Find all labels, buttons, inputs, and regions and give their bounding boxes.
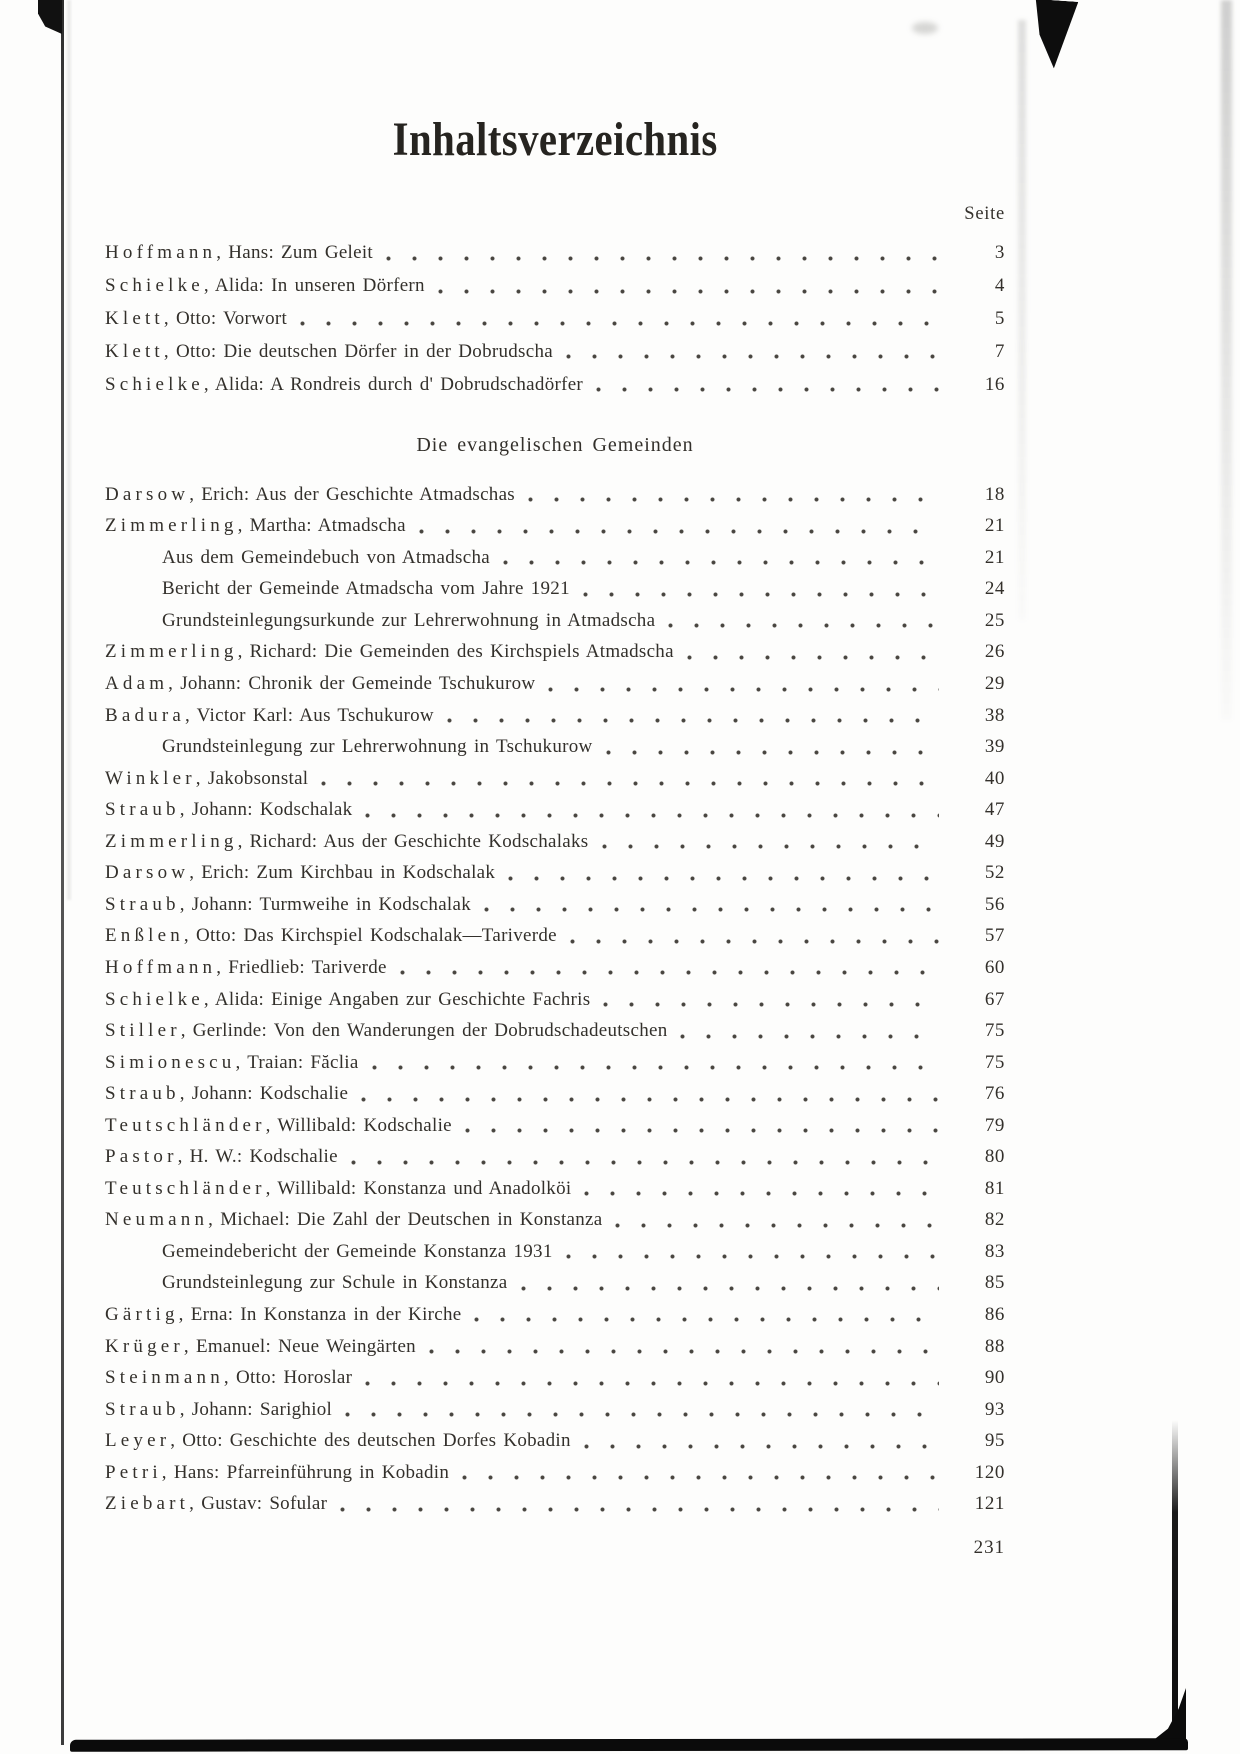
- entry-author: Simionescu: [105, 1051, 236, 1073]
- title-wrap: [105, 112, 1005, 167]
- entry-page-number: 120: [974, 1461, 1005, 1483]
- scan-artifact-bottom-edge-bar: [70, 1738, 1188, 1752]
- entry-page-number: 5: [994, 307, 1005, 329]
- toc-entry-row: [105, 1425, 1005, 1457]
- entry-title: , Otto: Geschichte des deutschen Dorfes Kobadin: [170, 1430, 571, 1452]
- entry-page-number: 39: [984, 736, 1005, 758]
- toc-entry-row: [105, 303, 1005, 336]
- entry-title: , Willibald: Konstanza und Anadolköi: [265, 1177, 572, 1199]
- entry-page-number: 121: [974, 1493, 1005, 1515]
- entry-text: [105, 341, 553, 363]
- toc-entry-row: [105, 1110, 1005, 1142]
- entry-page-number: 93: [984, 1398, 1005, 1420]
- entry-author: Schielke: [105, 275, 204, 297]
- toc-entry-row: [105, 731, 1005, 763]
- entry-title: , Alida: Einige Angaben zur Geschichte Fachris: [203, 988, 591, 1010]
- entry-title: , Johann: Sarighiol: [179, 1398, 333, 1420]
- entry-title: , Martha: Atmadscha: [237, 515, 406, 537]
- entry-author: Winkler: [105, 767, 196, 789]
- entry-page-number: 80: [984, 1146, 1005, 1168]
- entry-page-number: 82: [984, 1209, 1005, 1231]
- entry-author: Darsow: [105, 483, 190, 505]
- entry-author: Neumann: [105, 1209, 209, 1231]
- toc-entry-row: [105, 1078, 1005, 1110]
- entry-page-number: 38: [984, 704, 1005, 726]
- entry-text: [105, 894, 471, 916]
- dot-leader: [527, 496, 939, 503]
- entry-title: , Johann: Chronik der Gemeinde Tschukurow: [168, 673, 536, 695]
- entry-title: , Otto: Horoslar: [223, 1367, 353, 1389]
- entry-title: , Johann: Kodschalak: [179, 799, 353, 821]
- toc-entry-row: [105, 1205, 1005, 1237]
- entry-author: Zimmerling: [105, 830, 238, 852]
- dot-leader: [446, 717, 939, 724]
- entry-text: [105, 1178, 571, 1200]
- folio-page-number: 231: [973, 1537, 1005, 1558]
- entry-title: , Alida: In unseren Dörfern: [203, 275, 425, 297]
- entry-text: [105, 1336, 416, 1358]
- toc-entry-row: [105, 921, 1005, 953]
- entry-text: [105, 641, 674, 663]
- dot-leader: [679, 1033, 939, 1040]
- dot-leader: [507, 875, 939, 882]
- entry-text: [105, 275, 425, 297]
- section-heading: Die evangelischen Gemeinden: [416, 433, 694, 456]
- entry-page-number: 21: [984, 546, 1005, 568]
- entry-author: Gärtig: [105, 1303, 179, 1325]
- toc-entry-row: [105, 637, 1005, 669]
- entry-text: [105, 1115, 452, 1137]
- entry-title: , Erna: In Konstanza in der Kirche: [178, 1303, 462, 1325]
- entry-page-number: 40: [984, 767, 1005, 789]
- entry-page-number: 79: [984, 1114, 1005, 1136]
- dot-leader: [364, 812, 939, 819]
- entry-text: [105, 1493, 327, 1515]
- toc-entry-row: [105, 605, 1005, 637]
- entry-page-number: 83: [984, 1240, 1005, 1262]
- entry-title: , Richard: Aus der Geschichte Kodschalaks: [237, 830, 589, 852]
- dot-leader: [344, 1411, 939, 1418]
- entry-author: Enßlen: [105, 925, 184, 947]
- entry-title: , Johann: Kodschalie: [179, 1083, 349, 1105]
- dot-leader: [602, 1001, 939, 1008]
- entry-page-number: 76: [984, 1083, 1005, 1105]
- entry-author: Leyer: [105, 1430, 171, 1452]
- entry-title: , Gustav: Sofular: [189, 1493, 328, 1515]
- scan-artifact-smudge: [912, 22, 938, 34]
- dot-leader: [583, 1443, 939, 1450]
- entry-page-number: 67: [984, 988, 1005, 1010]
- entry-title: , Willibald: Kodschalie: [265, 1114, 452, 1136]
- entry-author: Steinmann: [105, 1367, 224, 1389]
- entry-author: Zimmerling: [105, 641, 238, 663]
- scan-artifact-right-streak: [1018, 20, 1026, 620]
- entry-page-number: 49: [984, 830, 1005, 852]
- entry-text: [105, 1146, 338, 1168]
- scan-artifact-top-right-mark: [1022, 0, 1079, 70]
- dot-leader: [502, 559, 939, 566]
- entry-text: [105, 831, 589, 853]
- toc-entry-row: [105, 668, 1005, 700]
- entry-page-number: 7: [994, 340, 1005, 362]
- entry-text: [105, 1367, 352, 1389]
- entry-author: Darsow: [105, 862, 190, 884]
- entry-text: [105, 578, 570, 600]
- toc-entry-row: [105, 1362, 1005, 1394]
- toc-entry-row: [105, 984, 1005, 1016]
- dot-leader: [686, 654, 939, 661]
- toc-entry-row: [105, 335, 1005, 368]
- toc-entry-row: [105, 794, 1005, 826]
- entry-author: Straub: [105, 1083, 180, 1105]
- page-column-header: Seite: [964, 204, 1005, 224]
- dot-leader: [569, 938, 939, 945]
- entry-text: [105, 989, 590, 1011]
- entry-title: Bericht der Gemeinde Atmadscha vom Jahre 1921: [162, 578, 570, 600]
- entry-author: Klett: [105, 307, 164, 329]
- toc-entry-row: [105, 368, 1005, 401]
- entry-page-number: 86: [984, 1303, 1005, 1325]
- entry-author: Zimmerling: [105, 515, 238, 537]
- entry-page-number: 90: [984, 1367, 1005, 1389]
- entry-author: Petri: [105, 1461, 162, 1483]
- toc-entry-row: [105, 763, 1005, 795]
- toc-entry-row: [105, 700, 1005, 732]
- entry-text: [105, 1241, 553, 1263]
- entry-page-number: 18: [984, 483, 1005, 505]
- entry-text: [105, 799, 352, 821]
- dot-leader: [437, 288, 939, 295]
- toc-entry-row: [105, 1488, 1005, 1520]
- entry-text: [105, 1462, 449, 1484]
- entry-title: Aus dem Gemeindebuch von Atmadscha: [162, 546, 490, 568]
- scan-artifact-left-edge-shadow: [67, 0, 71, 900]
- dot-leader: [605, 749, 939, 756]
- entry-author: Schielke: [105, 988, 204, 1010]
- entry-title: , Otto: Die deutschen Dörfer in der Dobrudscha: [163, 340, 553, 362]
- toc-entry-row: [105, 237, 1005, 270]
- entry-text: [105, 768, 308, 790]
- entry-author: Krüger: [105, 1335, 184, 1357]
- entry-page-number: 85: [984, 1272, 1005, 1294]
- dot-leader: [418, 528, 939, 535]
- entry-title: , Traian: Făclia: [235, 1051, 359, 1073]
- entry-author: Teutschländer: [105, 1177, 266, 1199]
- entry-author: Ziebart: [105, 1493, 190, 1515]
- entry-text: [105, 1052, 359, 1074]
- entry-title: , Erich: Zum Kirchbau in Kodschalak: [189, 862, 496, 884]
- entry-text: [105, 374, 583, 396]
- entry-text: [105, 673, 535, 695]
- entry-author: Hoffmann: [105, 956, 217, 978]
- dot-leader: [385, 255, 939, 262]
- entry-text: [105, 705, 434, 727]
- toc-entry-row: [105, 1015, 1005, 1047]
- toc-entry-row: [105, 858, 1005, 890]
- entry-page-number: 57: [984, 925, 1005, 947]
- toc-entry-row: [105, 1047, 1005, 1079]
- toc-entry-row: [105, 1141, 1005, 1173]
- entry-author: Badura: [105, 704, 185, 726]
- toc-entry-row: [105, 1457, 1005, 1489]
- entry-text: [105, 925, 557, 947]
- dot-leader: [399, 969, 939, 976]
- toc-entry-row: [105, 1173, 1005, 1205]
- entry-page-number: 16: [984, 373, 1005, 395]
- dot-leader: [520, 1285, 940, 1292]
- dot-leader: [299, 320, 939, 327]
- toc-section: [105, 237, 1005, 401]
- toc-entry-row: [105, 542, 1005, 574]
- entry-title: , Otto: Das Kirchspiel Kodschalak—Tariverde: [183, 925, 557, 947]
- dot-leader: [371, 1064, 939, 1071]
- entry-author: Straub: [105, 893, 180, 915]
- dot-leader: [614, 1222, 939, 1229]
- toc-section: [105, 431, 1005, 1520]
- entry-page-number: 88: [984, 1335, 1005, 1357]
- entry-author: Straub: [105, 799, 180, 821]
- entry-author: Pastor: [105, 1146, 178, 1168]
- dot-leader: [464, 1127, 939, 1134]
- entry-title: , Friedlieb: Tariverde: [216, 956, 387, 978]
- entry-page-number: 81: [984, 1177, 1005, 1199]
- entry-title: , Otto: Vorwort: [163, 307, 288, 329]
- page-title: Inhaltsverzeichnis: [392, 113, 718, 166]
- entry-text: [105, 957, 387, 979]
- table-of-contents: [105, 237, 1005, 1520]
- toc-entry-row: [105, 1236, 1005, 1268]
- entry-text: [105, 1304, 461, 1326]
- entry-text: [105, 308, 287, 330]
- entry-author: Straub: [105, 1398, 180, 1420]
- entry-author: Klett: [105, 340, 164, 362]
- toc-entry-row: [105, 1394, 1005, 1426]
- toc-entry-row: [105, 479, 1005, 511]
- entry-title: , Richard: Die Gemeinden des Kirchspiels Atmadscha: [237, 641, 674, 663]
- dot-leader: [583, 1190, 939, 1197]
- entry-text: [105, 1399, 332, 1421]
- entry-page-number: 3: [994, 242, 1005, 264]
- entry-page-number: 26: [984, 641, 1005, 663]
- entry-page-number: 47: [984, 799, 1005, 821]
- entry-title: Grundsteinlegungsurkunde zur Lehrerwohnung in Atmadscha: [162, 609, 656, 631]
- entry-page-number: 52: [984, 862, 1005, 884]
- entry-text: [105, 547, 490, 569]
- entry-title: , Emanuel: Neue Weingärten: [183, 1335, 416, 1357]
- entry-title: , Johann: Turmweihe in Kodschalak: [179, 893, 471, 915]
- scan-artifact-top-left-mark: [38, 0, 62, 34]
- entry-page-number: 29: [984, 673, 1005, 695]
- entry-title: , Erich: Aus der Geschichte Atmadschas: [189, 483, 515, 505]
- entry-page-number: 25: [984, 609, 1005, 631]
- dot-leader: [582, 591, 939, 598]
- entry-text: [105, 242, 373, 264]
- entry-author: Schielke: [105, 373, 204, 395]
- entry-text: [105, 736, 593, 758]
- entry-title: , Hans: Pfarreinführung in Kobadin: [161, 1461, 450, 1483]
- scan-artifact-left-edge-line: [61, 0, 64, 1745]
- entry-text: [105, 1020, 667, 1042]
- toc-entry-row: [105, 952, 1005, 984]
- toc-entry-row: [105, 270, 1005, 303]
- entry-page-number: 95: [984, 1430, 1005, 1452]
- dot-leader: [547, 686, 939, 693]
- entry-title: Grundsteinlegung zur Lehrerwohnung in Tschukurow: [162, 736, 593, 758]
- dot-leader: [667, 622, 939, 629]
- toc-entry-row: [105, 889, 1005, 921]
- entry-title: , Michael: Die Zahl der Deutschen in Konstanza: [208, 1209, 603, 1231]
- entry-text: [105, 862, 495, 884]
- dot-leader: [565, 1253, 939, 1260]
- toc-entry-row: [105, 511, 1005, 543]
- dot-leader: [595, 386, 939, 393]
- entry-text: [105, 610, 655, 632]
- entry-text: [105, 515, 406, 537]
- dot-leader: [360, 1096, 939, 1103]
- entry-text: [105, 484, 515, 506]
- entry-text: [105, 1083, 348, 1105]
- entry-text: [105, 1209, 602, 1231]
- entry-title: , Gerlinde: Von den Wanderungen der Dobrudschadeutschen: [180, 1020, 668, 1042]
- toc-entry-row: [105, 574, 1005, 606]
- toc-entry-row: [105, 1299, 1005, 1331]
- dot-leader: [483, 906, 939, 913]
- entry-page-number: 21: [984, 515, 1005, 537]
- entry-page-number: 24: [984, 578, 1005, 600]
- dot-leader: [565, 353, 939, 360]
- entry-title: Gemeindebericht der Gemeinde Konstanza 1931: [162, 1240, 553, 1262]
- toc-entry-row: [105, 826, 1005, 858]
- dot-leader: [473, 1316, 939, 1323]
- dot-leader: [339, 1506, 939, 1513]
- dot-leader: [350, 1159, 939, 1166]
- entry-title: , Hans: Zum Geleit: [216, 242, 373, 264]
- entry-title: , Jakobsonstal: [195, 767, 309, 789]
- entry-page-number: 60: [984, 956, 1005, 978]
- entry-page-number: 75: [984, 1020, 1005, 1042]
- dot-leader: [601, 843, 940, 850]
- entry-title: Grundsteinlegung zur Schule in Konstanza: [162, 1272, 508, 1294]
- entry-title: , Victor Karl: Aus Tschukurow: [184, 704, 434, 726]
- entry-page-number: 56: [984, 893, 1005, 915]
- entry-title: , H. W.: Kodschalie: [177, 1146, 338, 1168]
- scan-artifact-right-page-edge: [1172, 1420, 1178, 1750]
- entry-author: Adam: [105, 673, 169, 695]
- entry-author: Hoffmann: [105, 242, 217, 264]
- dot-leader: [364, 1380, 939, 1387]
- toc-entry-row: [105, 1331, 1005, 1363]
- entry-title: , Alida: A Rondreis durch d' Dobrudschadörfer: [203, 373, 584, 395]
- toc-entry-row: [105, 1268, 1005, 1300]
- entry-author: Stiller: [105, 1020, 181, 1042]
- entry-text: [105, 1430, 571, 1452]
- dot-leader: [320, 780, 939, 787]
- entry-page-number: 75: [984, 1051, 1005, 1073]
- entry-author: Teutschländer: [105, 1114, 266, 1136]
- entry-page-number: 4: [994, 275, 1005, 297]
- dot-leader: [428, 1348, 939, 1355]
- scan-artifact-right-streak: [1221, 0, 1232, 720]
- dot-leader: [461, 1474, 939, 1481]
- entry-text: [105, 1272, 508, 1294]
